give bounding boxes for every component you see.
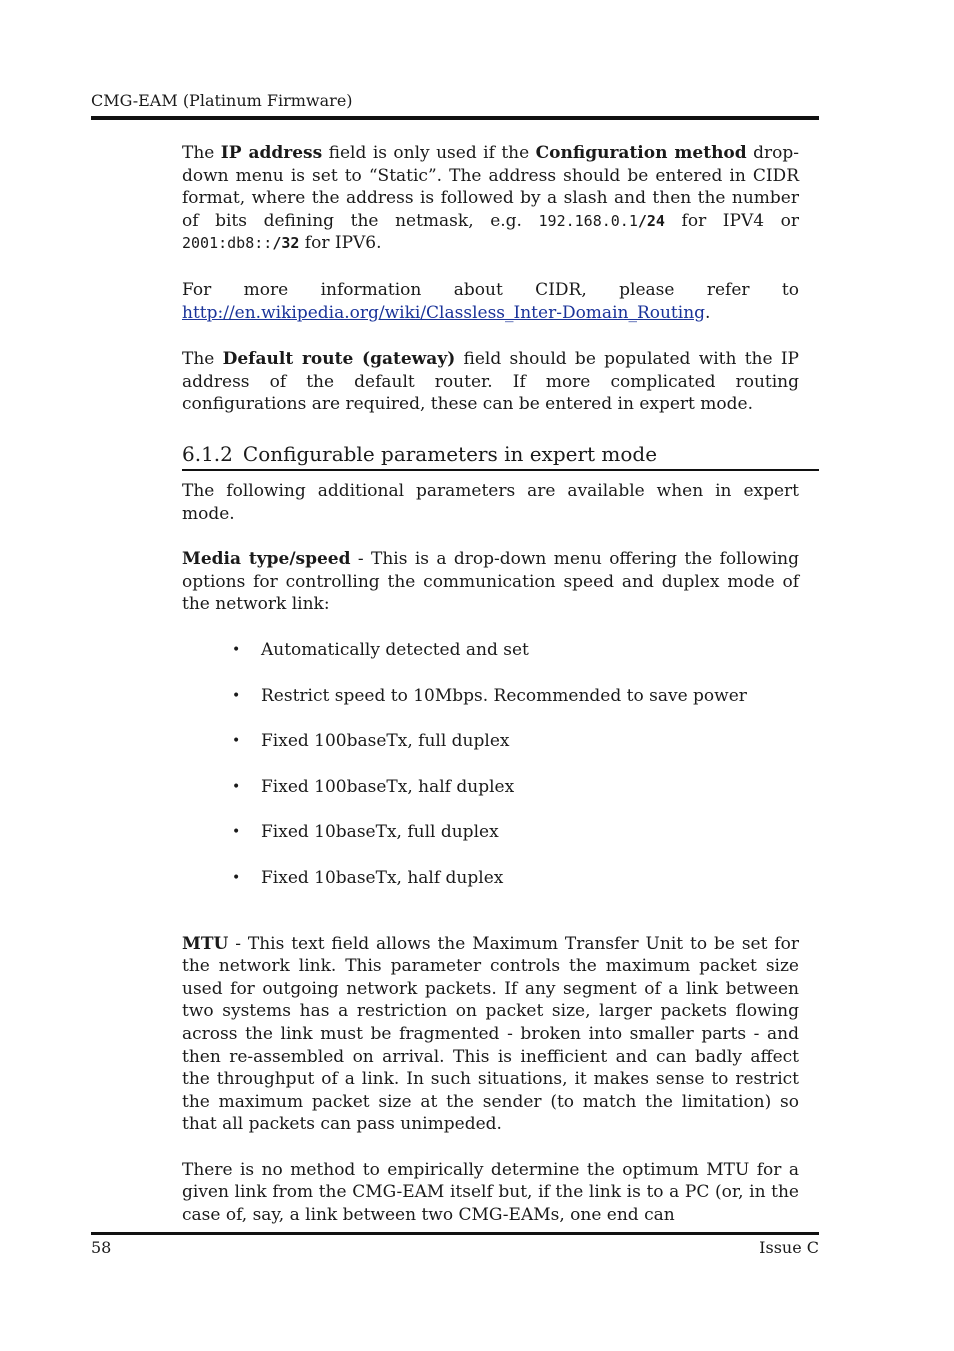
text-run: field is only used if the [322,143,536,163]
list-item [182,821,799,867]
option-label: Fixed 10baseTx, full duplex [261,822,499,843]
header-rule [91,116,819,120]
cidr-reference-paragraph [182,279,799,324]
ipv6-example-address: 2001:db8:: [182,234,273,253]
issue-label: Issue C [759,1238,819,1257]
media-type-paragraph [182,548,799,616]
bullet-icon: • [232,869,241,886]
section-number: 6.1.2 [182,442,233,466]
text-run: drop-down menu is set to “Static”. The address should be entered in CIDR format, where the address is followed by a slash and then the number of bits defining the netmask, e.g. [182,143,799,231]
text-run: for IPV6. [299,233,382,254]
option-label: Automatically detected and set [261,639,529,660]
mtu-paragraph [182,933,799,1136]
page-number: 58 [91,1238,112,1257]
option-label: Restrict speed to 10Mbps. Recommended to save power [261,685,747,706]
text-run: The [182,143,221,163]
text-run: For more information about CIDR, please refer to [182,279,799,300]
expert-intro-paragraph: The following additional parameters are available when in expert mode. [182,481,799,524]
option-label: Fixed 100baseTx, half duplex [261,776,515,797]
list-item [182,639,799,685]
section-title: Configurable parameters in expert mode [242,442,658,466]
cidr-wikipedia-link[interactable]: http://en.wikipedia.org/wiki/Classless_Inter-Domain_Routing [182,302,706,323]
footer-rule [91,1232,819,1235]
list-item [182,776,799,822]
bullet-icon: • [232,733,241,750]
intro-section [182,142,799,440]
text-run: for IPV4 or [664,210,799,231]
term-configuration-method: Configuration method [535,143,747,163]
option-label: Fixed 10baseTx, half duplex [261,867,504,888]
term-media-type: Media type/speed [182,549,351,570]
text-run: - This text field allows the Maximum Transfer Unit to be set for the network link. This parameter controls the maximum packet size used for outgoing network packets. If any segment of a link between two systems has a restriction on packet size, larger packets flowing across the link must be fragmented - broken into smaller parts - and then re-assembled on arrival. This is inefficient and can badly affect the throughput of a link. In such situations, it makes sense to restrict the maximum packet size at the sender (to match the limitation) so that all packets can pass unimpeded. [182,933,799,1135]
bullet-icon: • [232,824,241,841]
ip-address-paragraph [182,142,799,255]
expert-section [182,480,799,1250]
text-run: field should be populated with the IP address of the default router. If more complicated routing configurations are required, these can be entered in expert mode. [182,349,799,415]
ipv4-example-address: 192.168.0.1 [538,211,638,230]
running-header: CMG-EAM (Platinum Firmware) [91,91,353,110]
text-run: The [182,349,223,370]
media-options-list [182,639,799,913]
term-ip-address: IP address [220,143,323,163]
list-item [182,685,799,731]
text-run: . [705,302,711,323]
option-label: Fixed 100baseTx, full duplex [261,731,510,752]
bullet-icon: • [232,778,241,795]
list-item [182,867,799,913]
ipv6-example-mask: /32 [272,234,300,253]
section-heading [182,440,819,471]
mtu-method-paragraph: There is no method to empirically determine the optimum MTU for a given link from the CMG-EAM itself but, if the link is to a PC (or, in the case of, say, a link between two CMG-EAMs, one end can [182,1159,799,1226]
bullet-icon: • [232,687,241,704]
text-run: - This is a drop-down menu offering the following options for controlling the communication speed and duplex mode of the network link: [182,549,800,615]
list-item [182,730,799,776]
ipv4-example-mask: /24 [637,211,665,230]
term-mtu: MTU [182,933,229,954]
term-default-route: Default route (gateway) [222,349,456,370]
bullet-icon: • [232,641,241,658]
default-route-paragraph [182,348,799,416]
